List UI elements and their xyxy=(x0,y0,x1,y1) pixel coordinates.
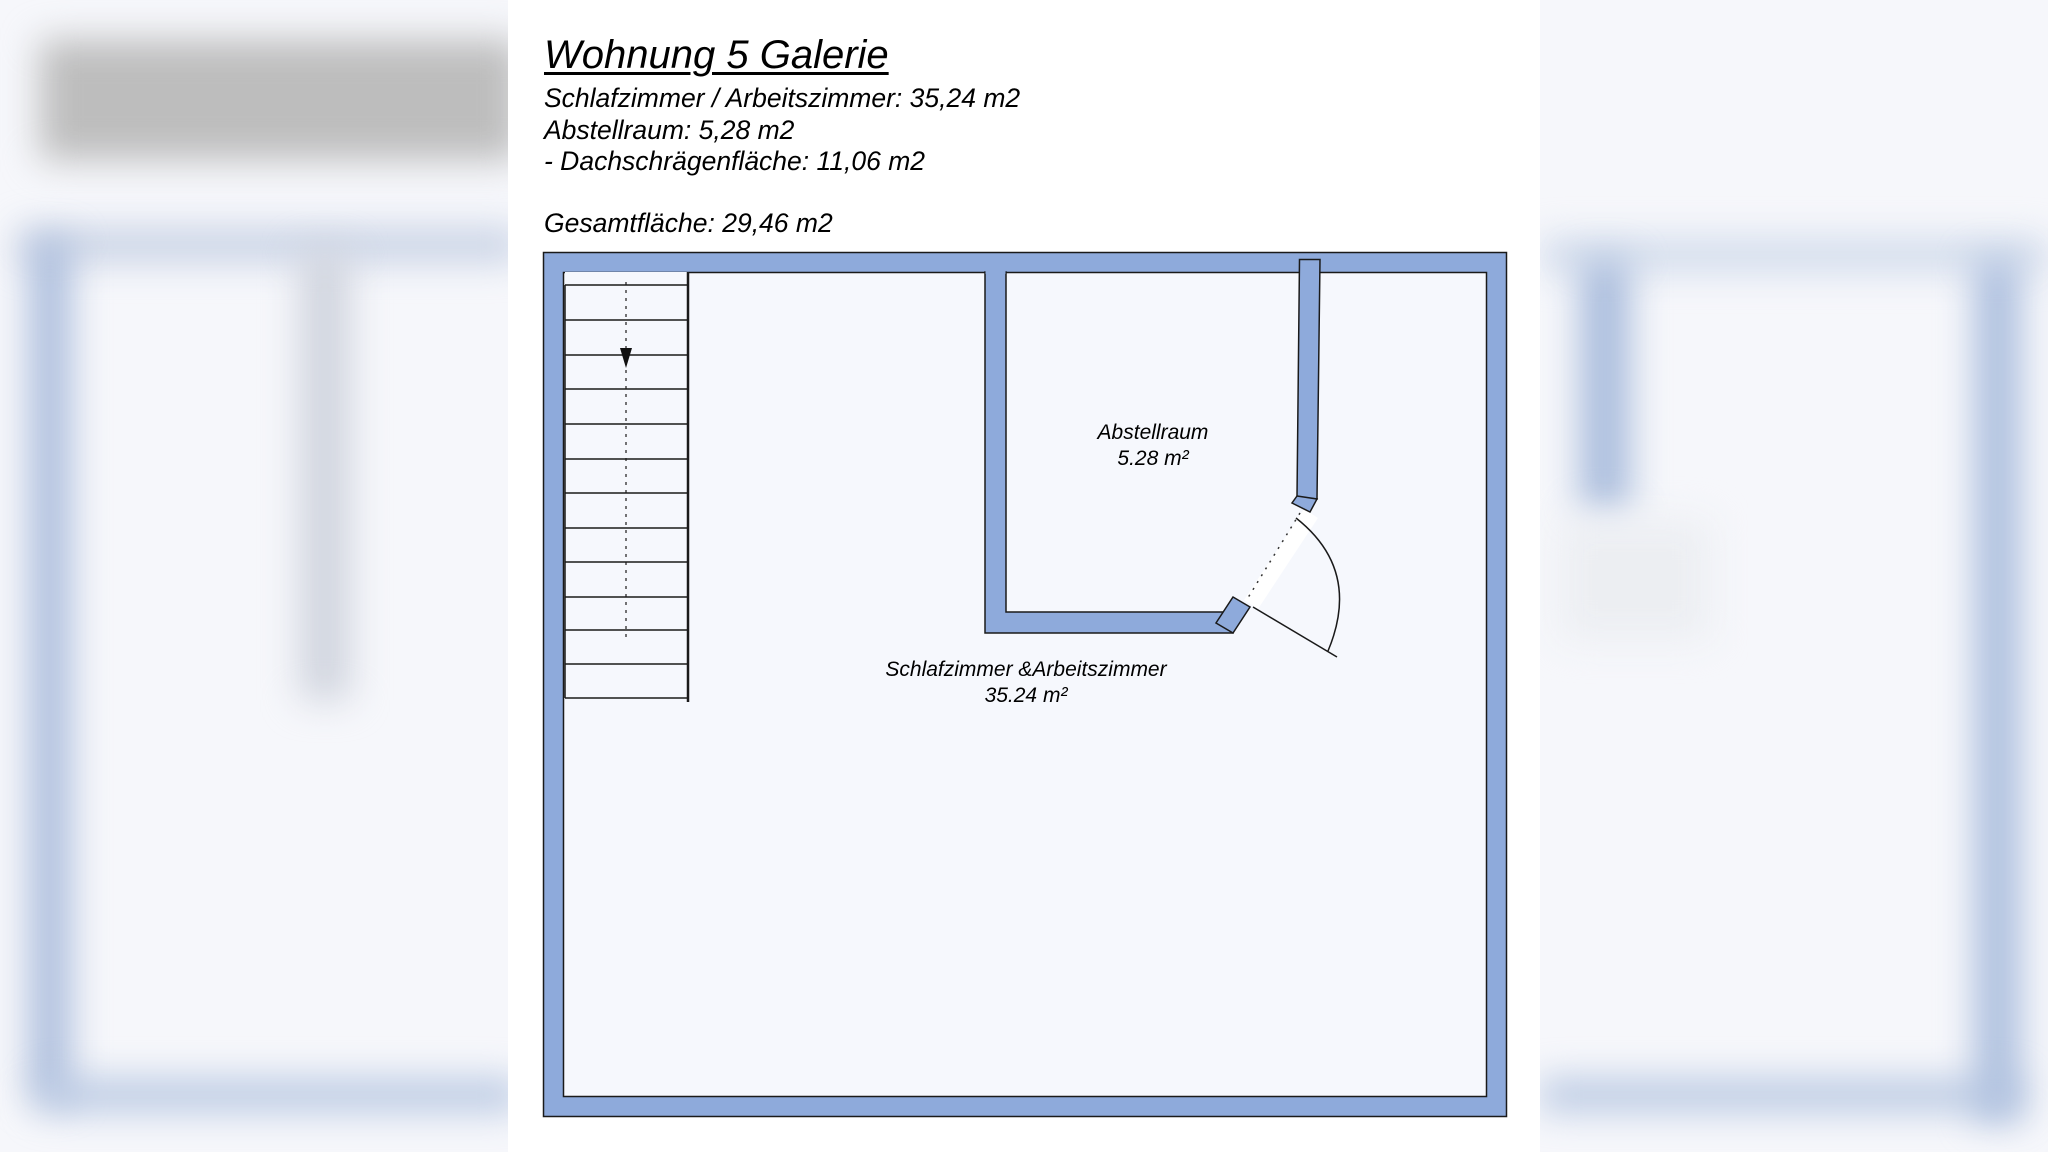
summary-total-area: Gesamtfläche: 29,46 m2 xyxy=(544,208,833,238)
room-name: Schlafzimmer &Arbeitszimmer xyxy=(885,658,1167,681)
room-area: 35.24 m² xyxy=(984,684,1068,707)
summary-storage-area: Abstellraum: 5,28 m2 xyxy=(544,115,795,145)
summary-bedroom-area: Schlafzimmer / Arbeitszimmer: 35,24 m2 xyxy=(544,83,1021,113)
staircase xyxy=(565,272,688,702)
plan-title: Wohnung 5 Galerie xyxy=(544,33,889,77)
room-label-storage xyxy=(1073,420,1233,472)
room-name: Abstellraum xyxy=(1097,421,1209,444)
summary-slope-deduction: - Dachschrägenfläche: 11,06 m2 xyxy=(544,146,926,176)
room-label-bedroom-office xyxy=(866,657,1186,709)
room-area: 5.28 m² xyxy=(1117,447,1189,470)
